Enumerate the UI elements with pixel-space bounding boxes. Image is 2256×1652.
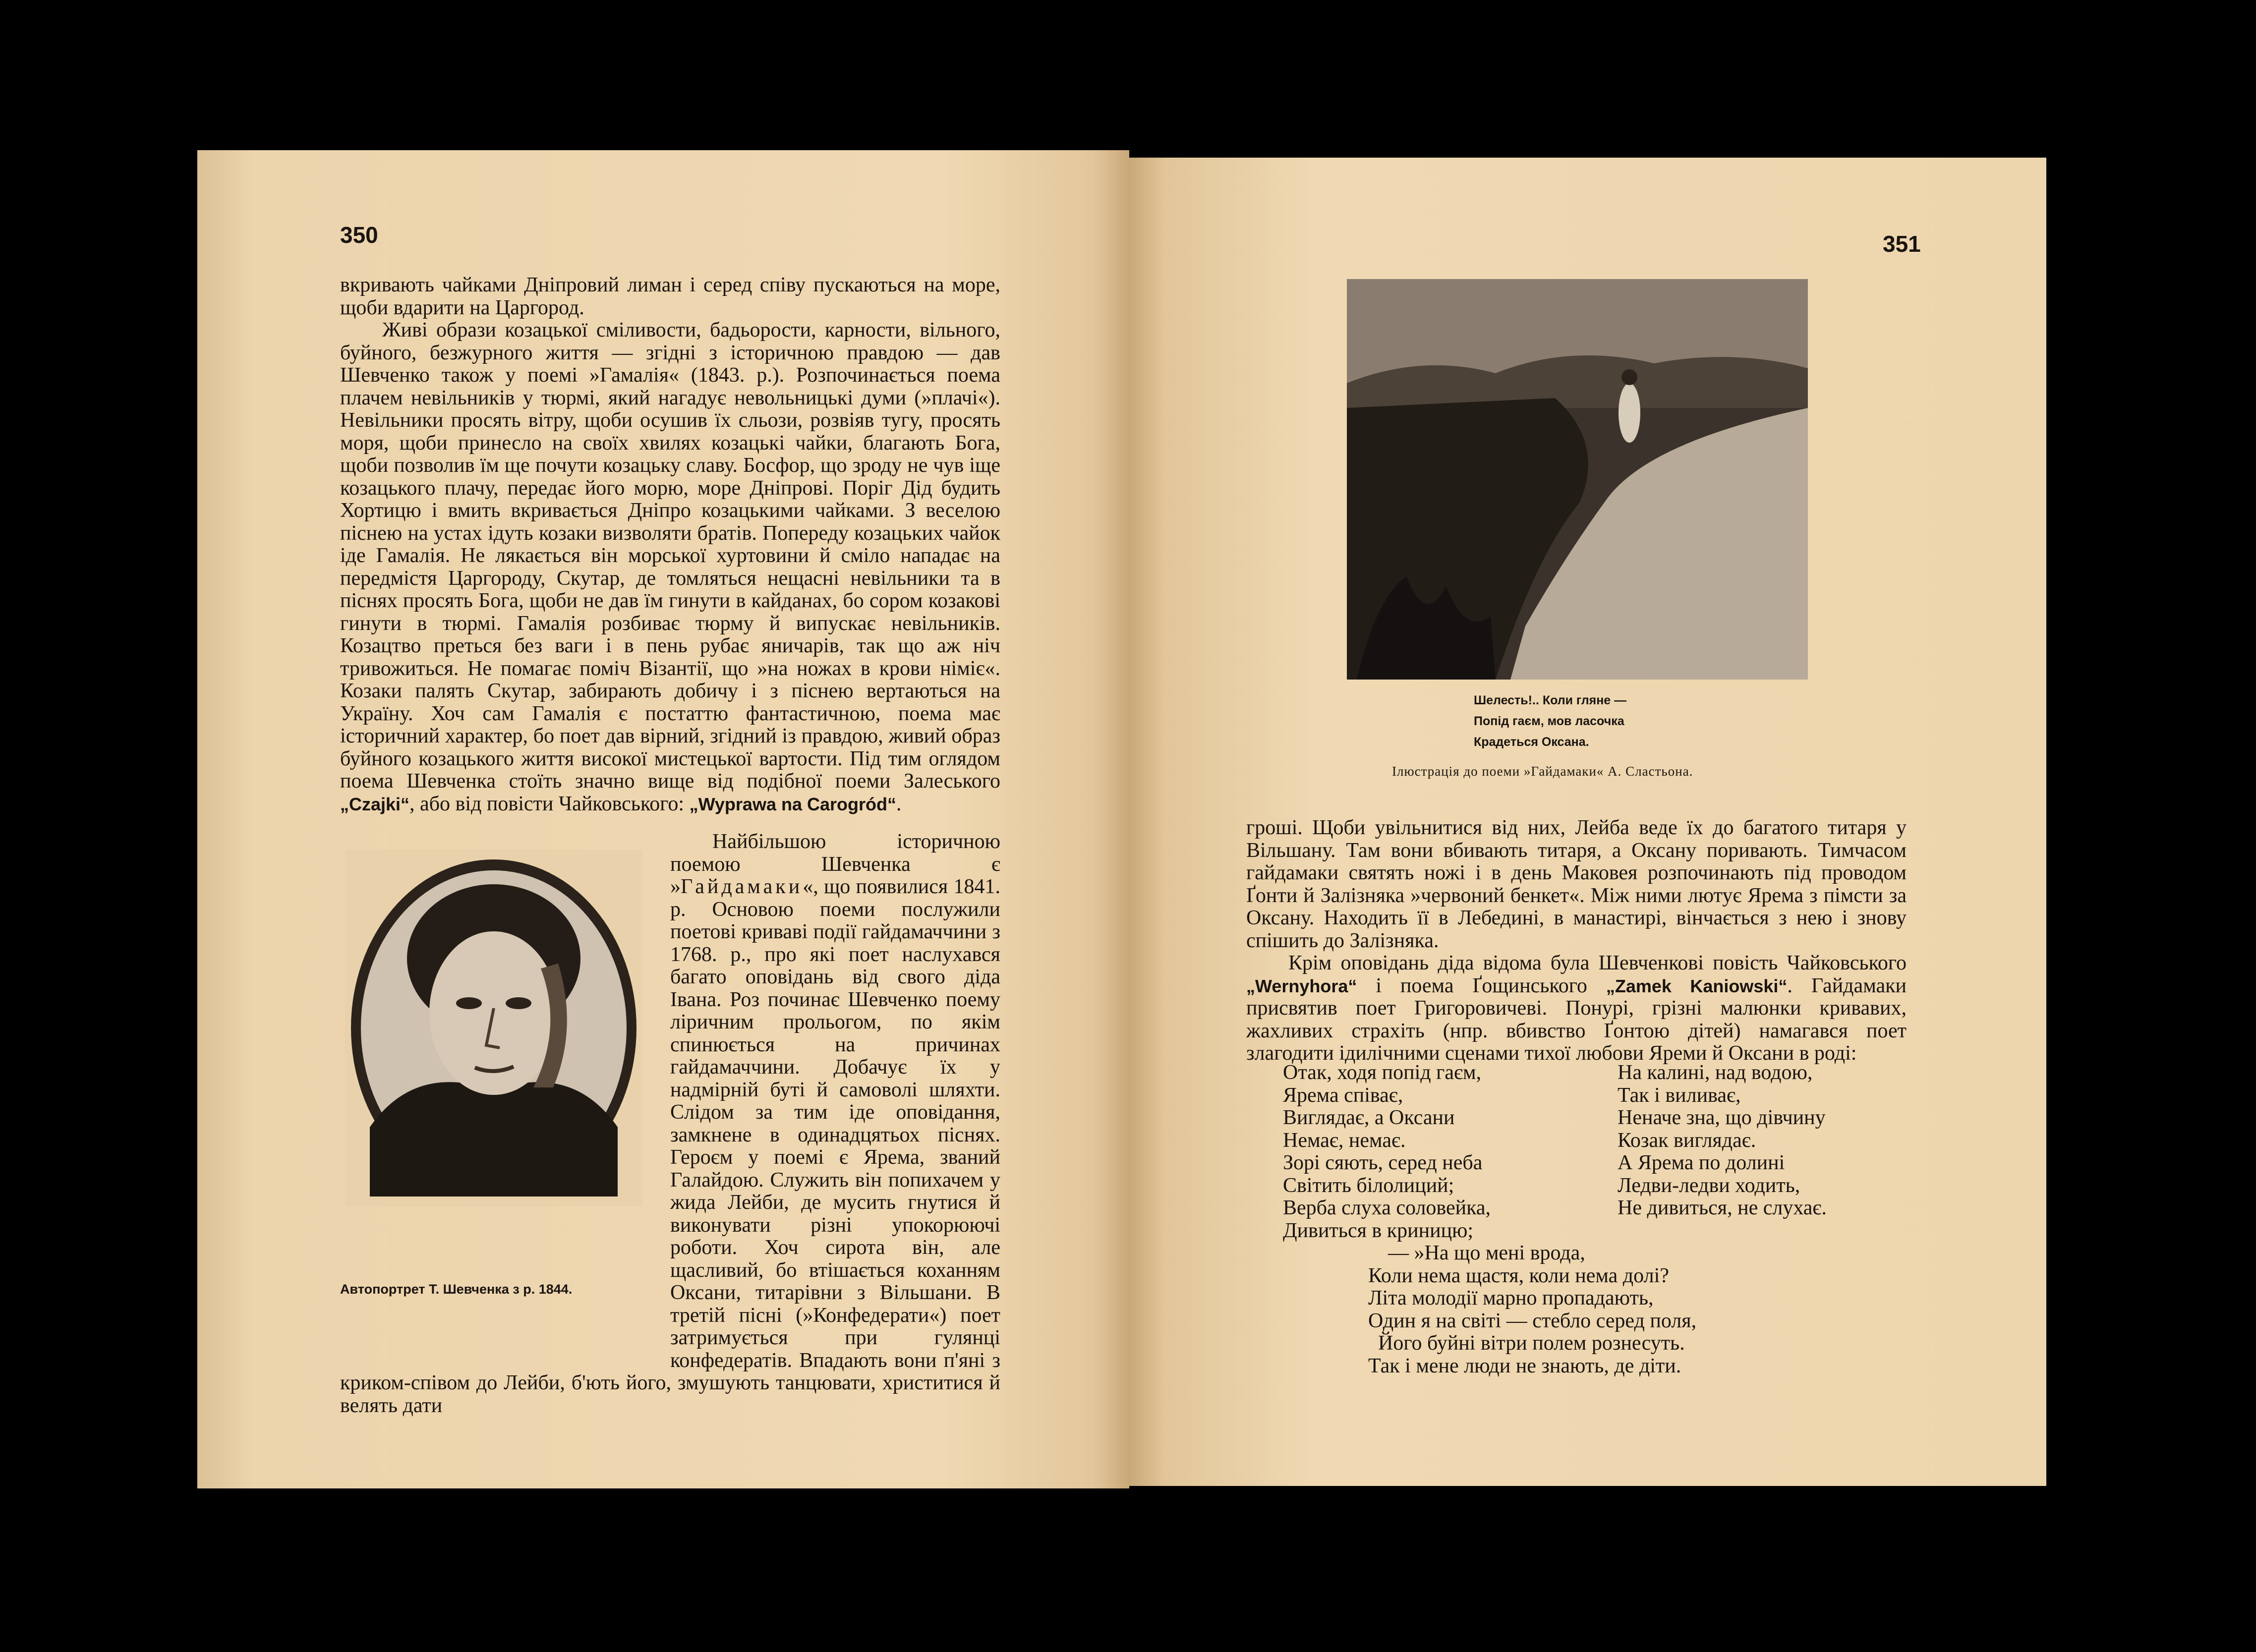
illustration-caption [1474,690,1626,752]
verse-left-column [1253,1062,1491,1242]
illus-figure [1619,383,1640,443]
verse-line: Неначе зна, що дівчину [1618,1106,1826,1129]
left-para1-text-c: . [896,792,902,815]
title-haidamaky: Гайдамаки [681,875,803,898]
verse-line: Так і мене люди не знають, де діти. [1368,1354,1681,1377]
landscape-illustration [1347,279,1808,680]
illus-caption-line-2: Попід гаєм, мов ласочка [1474,714,1624,728]
verse-line: Коли нема щастя, коли нема долі? [1368,1264,1669,1287]
verse-line: Дивиться в криницю; [1283,1219,1474,1242]
left-para2-text-b: «, що появилися 1841. р. Основою поеми послужили поетові криваві події гайдамаччини з 1768. р., про які поет наслухався багато оповідань від свого діда Івана. Роз починає Шевченко поему ліричним прольогом, по якім спинюється на причинах гайдамаччини. Добачує їх у надмірній буті й самоволі шляхти. Слідом за тим іде оповідання, замкнене в одинадцятьох піснях. Героєм у поемі є Ярема, званий Галайдою. Служить він попихачем у жида Лейби, де мусить гнутися й виконувати різні упокорюючі роботи. Хоч сирота він, але щасливий, бо втішається коханням Оксани, титарівни з Вільшани. В третій пісні (»Конфедерати«) поет затримується при гулянці конфедератів. Впадають вони п'яні з криком-співом до Лейби, б'ють його, змушують танцювати, христитися й велять дати [340,875,1000,1417]
left-para1-text-a: Живі образи козацької сміливости, бадьорости, карности, вільного, буйного, безжурного життя — згідні з історичною правдою — дав Шевченко також у поемі »Гамалія« (1843. р.). Розпочинається поема плачем невільників у тюрмі, який нагадує невольницькі думи (»плачі«). Невільники просять вітру, щоби осушив їх сльози, розвіяв тугу, просять моря, щоби принесло на своїх хвилях козацькі чайки, благають Бога, щоби позволив їм ще почути козацьку славу. Босфор, що зроду не чув іще козацького плачу, передає його морю, море Дніпрові. Поріг Дід будить Хортицю і вмить вкривається Дніпро козацькими чайками. З веселою піснею на устах ідуть козаки визволяти братів. Попереду козацьких чайок іде Гамалія. Не лякається він морської хуртовини й сміло нападає на передмістя Царгороду, Скутар, де томляться нещасні невільники та в піснях просять Бога, щоби не дав їм гинути в кайданах, бо сором козакові гинути в тюрмі. Гамалія розбиває тюрму й випускає невільників. Козацтво преться без ваги і в пень рубає яничарів, так що аж ніч тривожиться. Не помагає поміч Візантії, що »на ножах в крови німіє«. Козаки палять Скутар, забирають добичу і з піснею вертаються на Україну. Хоч сам Гамалія є постаттю фантастичною, поема має історичний характер, бо поет дав вірний, згідний із правдою, живий образ буйного козацького життя високої мистецької вартости. Під тим оглядом поема Шевченка стоїть значно вище від подібної поеми Залеського [340,319,1000,793]
right-paragraph-2 [1246,952,1907,1065]
right-para2-text-b: і поема Ґощинського [1357,974,1606,997]
portrait-coat [370,1082,618,1196]
verse-line: Світить білолиций; [1283,1174,1454,1197]
portrait-eye-left [456,997,482,1009]
left-column-text [340,274,1000,815]
verse-line: Верба слуха соловейка, [1283,1196,1491,1219]
verse-line: Не дивиться, не слухає. [1618,1196,1827,1219]
verse-line: Козак виглядає. [1618,1129,1756,1152]
verse-line: Його буйні вітри полем рознесуть. [1378,1332,1685,1355]
right-para2-text-a: Крім оповідань діда відома була Шевченкові повість Чайковського [1288,952,1907,974]
left-lower-text [340,831,1000,1417]
left-para1-text-b: , або від повісти Чайковського: [409,792,690,815]
illustration-credit: Ілюстрація до поеми »Гайдамаки« А. Сластьона. [1392,764,1693,779]
verse-line: — »На що мені врода, [1388,1242,1585,1264]
illus-figure-head [1621,369,1637,385]
page-number-right: 351 [1883,231,1921,257]
illus-caption-line-1: Шелесть!.. Коли гляне — [1474,693,1627,707]
verse-line: На калині, над водою, [1618,1061,1813,1084]
verse-line: Ледви-ледви ходить, [1618,1174,1800,1197]
left-top-lines: вкривають чайками Дніпровий лиман і серед співу пускаються на море, щоби вдарити на Царгород. [340,274,1000,319]
title-czajki: „Czajki“ [340,794,410,814]
verse-line: Літа молодії марно пропадають, [1368,1287,1654,1310]
title-wyprawa: „Wyprawa na Carogród“ [689,794,896,814]
portrait-eye-right [506,997,531,1009]
right-column-text [1246,817,1907,1065]
verse-line: Отак, ходя попід гаєм, [1283,1061,1482,1084]
verse-line: Ярема співає, [1283,1083,1403,1107]
verse-bottom [1368,1242,1696,1377]
verse-line: Один я на світі — стебло серед поля, [1368,1309,1697,1332]
title-zamek-kaniowski: „Zamek Kaniowski“ [1606,975,1788,996]
page-number-left: 350 [340,222,378,248]
verse-line: А Ярема по долині [1618,1151,1785,1174]
verse-line: Виглядає, а Оксани [1283,1106,1455,1129]
right-para2-text-c: . Гайдамаки присвятив поет Григоровичеві. Понурі, грізні малюнки кривавих, жахливих страхіть (нпр. вбивство Ґонтою дітей) намагався поет злагодити ідилічними сценами тихої любови Яреми й Оксани в роді: [1246,974,1907,1065]
verse-line: Немає, немає. [1283,1129,1406,1152]
verse-right-column [1618,1062,1827,1220]
title-wernyhora: „Wernyhora“ [1246,975,1357,996]
left-paragraph-gamaliia [340,319,1000,815]
illus-caption-line-3: Крадеться Оксана. [1474,735,1589,749]
right-paragraph-1: гроші. Щоби увільнитися від них, Лейба веде їх до багатого титаря у Вільшану. Там вони вбивають титаря, а Оксану поривають. Тимчасом гайдамаки святять ножі і в день Маковея розпочинають під проводом Ґонти й Залізняка »червоний бенкет«. Між ними лютує Ярема з пімсти за Оксану. Находить її в Лебедині, в манастирі, вінчається з нею і знову спішить до Залізняка. [1246,816,1907,952]
portrait-figure [340,850,655,1355]
verse-line: Зорі сяють, серед неба [1283,1151,1483,1174]
verse-line: Так і виливає, [1618,1083,1741,1107]
left-para2-text-a: Найбільшою історичною поемою Шевченка є » [670,830,1000,898]
portrait-caption: Автопортрет Т. Шевченка з р. 1844. [340,1282,573,1297]
portrait-illustration [345,850,642,1206]
